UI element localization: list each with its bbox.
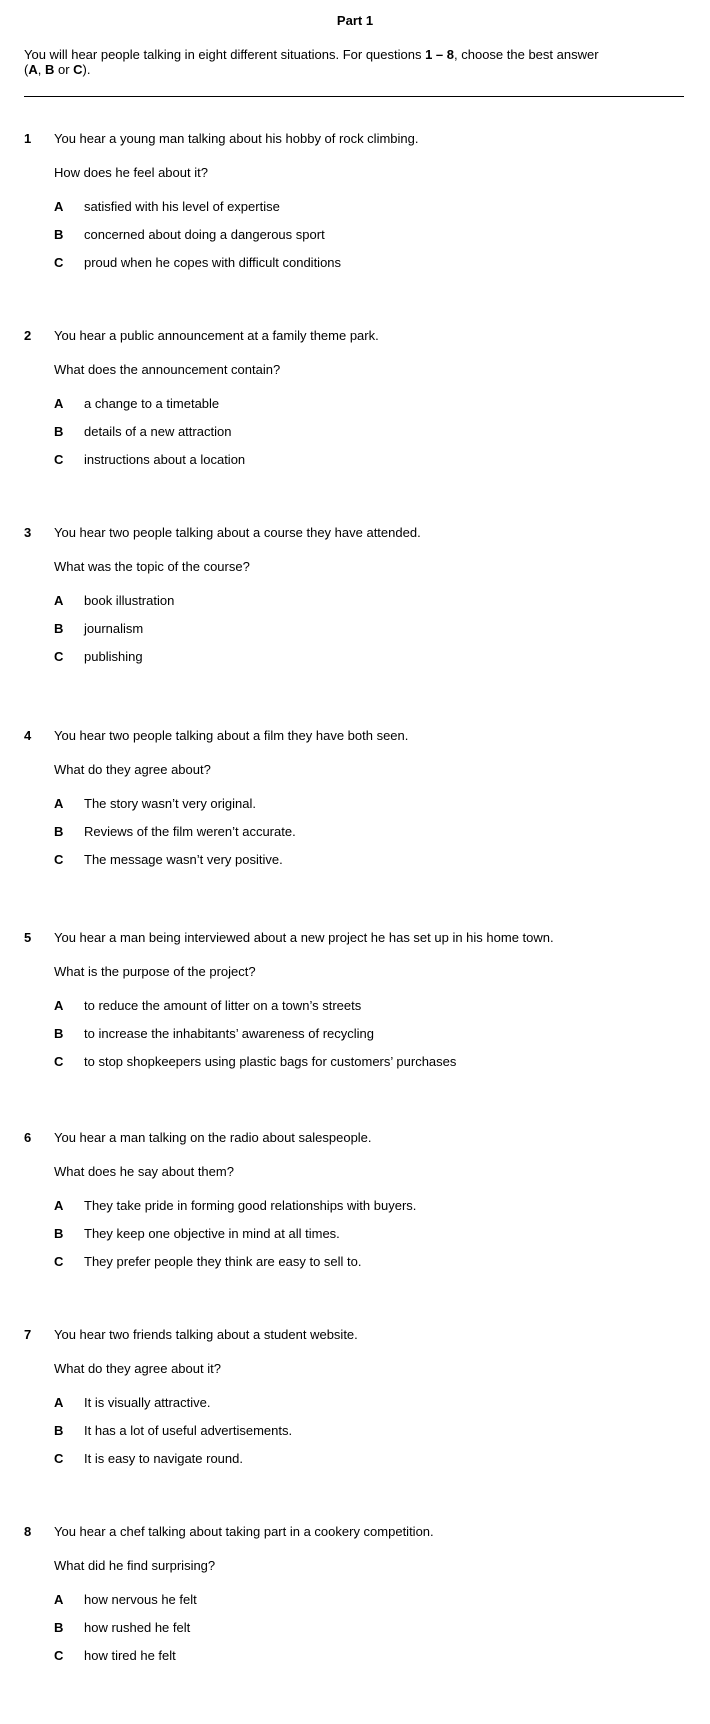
question-context: You hear two people talking about a film they have both seen. — [54, 728, 409, 743]
option-letter: B — [54, 621, 64, 636]
option-c[interactable] — [0, 255, 710, 270]
option-text: how rushed he felt — [84, 1620, 191, 1635]
option-letter: C — [54, 452, 64, 467]
question-number: 6 — [24, 1130, 32, 1145]
option-letter: C — [54, 649, 64, 664]
question-8 — [0, 1524, 710, 1724]
option-letter: B — [54, 824, 64, 839]
option-c[interactable] — [0, 1451, 710, 1466]
instructions: You will hear people talking in eight different situations. For questions 1 – 8, choose the best answer (A, B or C). — [24, 47, 599, 77]
question-prompt: How does he feel about it? — [54, 165, 208, 180]
question-2 — [0, 328, 710, 528]
instructions-sep: , — [37, 62, 45, 77]
question-context: You hear a public announcement at a family theme park. — [54, 328, 379, 343]
question-prompt: What does the announcement contain? — [54, 362, 281, 377]
option-c[interactable] — [0, 1054, 710, 1069]
instructions-letter-c: C — [73, 62, 83, 77]
option-letter: A — [54, 998, 64, 1013]
option-c[interactable] — [0, 852, 710, 867]
option-letter: B — [54, 1026, 64, 1041]
option-letter: A — [54, 1592, 64, 1607]
option-text: concerned about doing a dangerous sport — [84, 227, 325, 242]
option-b[interactable] — [0, 1423, 710, 1438]
question-context: You hear two friends talking about a student website. — [54, 1327, 358, 1342]
option-letter: B — [54, 424, 64, 439]
option-b[interactable] — [0, 227, 710, 242]
question-context: You hear a man being interviewed about a new project he has set up in his home town. — [54, 930, 554, 945]
question-7 — [0, 1327, 710, 1527]
option-text: It has a lot of useful advertisements. — [84, 1423, 293, 1438]
question-prompt: What was the topic of the course? — [54, 559, 250, 574]
question-number: 2 — [24, 328, 32, 343]
question-number: 7 — [24, 1327, 32, 1342]
option-letter: C — [54, 1648, 64, 1663]
option-text: how tired he felt — [84, 1648, 176, 1663]
option-text: publishing — [84, 649, 143, 664]
question-prompt: What does he say about them? — [54, 1164, 234, 1179]
option-letter: A — [54, 796, 64, 811]
option-text: They take pride in forming good relationships with buyers. — [84, 1198, 417, 1213]
question-1 — [0, 131, 710, 331]
option-b[interactable] — [0, 1026, 710, 1041]
option-b[interactable] — [0, 1620, 710, 1635]
question-5 — [0, 930, 710, 1130]
question-context: You hear a young man talking about his hobby of rock climbing. — [54, 131, 419, 146]
option-c[interactable] — [0, 649, 710, 664]
option-text: It is easy to navigate round. — [84, 1451, 243, 1466]
question-context: You hear a chef talking about taking part in a cookery competition. — [54, 1524, 434, 1539]
option-text: to reduce the amount of litter on a town’s streets — [84, 998, 362, 1013]
instructions-letter-a: A — [28, 62, 38, 77]
option-a[interactable] — [0, 1592, 710, 1607]
question-prompt: What did he find surprising? — [54, 1558, 216, 1573]
option-letter: A — [54, 593, 64, 608]
option-b[interactable] — [0, 621, 710, 636]
option-letter: A — [54, 396, 64, 411]
option-b[interactable] — [0, 424, 710, 439]
question-number: 8 — [24, 1524, 32, 1539]
question-number: 5 — [24, 930, 32, 945]
instructions-end: ). — [82, 62, 91, 77]
question-number: 4 — [24, 728, 32, 743]
question-6 — [0, 1130, 710, 1330]
option-a[interactable] — [0, 199, 710, 214]
option-letter: C — [54, 1451, 64, 1466]
option-text: They prefer people they think are easy to sell to. — [84, 1254, 362, 1269]
question-prompt: What do they agree about it? — [54, 1361, 221, 1376]
option-text: The message wasn’t very positive. — [84, 852, 283, 867]
option-text: details of a new attraction — [84, 424, 232, 439]
option-letter: C — [54, 1254, 64, 1269]
option-letter: B — [54, 1620, 64, 1635]
option-letter: B — [54, 1226, 64, 1241]
option-text: They keep one objective in mind at all times. — [84, 1226, 340, 1241]
instructions-range: 1 – 8 — [425, 47, 455, 62]
option-text: book illustration — [84, 593, 175, 608]
option-text: to stop shopkeepers using plastic bags for customers’ purchases — [84, 1054, 457, 1069]
option-letter: C — [54, 255, 64, 270]
part-title: Part 1 — [336, 13, 374, 28]
option-b[interactable] — [0, 824, 710, 839]
question-prompt: What is the purpose of the project? — [54, 964, 256, 979]
option-letter: B — [54, 227, 64, 242]
instructions-text-1: You will hear people talking in eight different situations. For questions — [24, 47, 426, 62]
question-number: 3 — [24, 525, 32, 540]
option-text: journalism — [84, 621, 144, 636]
option-text: instructions about a location — [84, 452, 246, 467]
option-text: It is visually attractive. — [84, 1395, 211, 1410]
option-text: how nervous he felt — [84, 1592, 197, 1607]
option-a[interactable] — [0, 1198, 710, 1213]
option-letter: A — [54, 1198, 64, 1213]
option-c[interactable] — [0, 452, 710, 467]
option-text: proud when he copes with difficult conditions — [84, 255, 342, 270]
question-number: 1 — [24, 131, 32, 146]
instructions-letter-b: B — [44, 62, 55, 77]
option-a[interactable] — [0, 998, 710, 1013]
option-a[interactable] — [0, 796, 710, 811]
option-a[interactable] — [0, 1395, 710, 1410]
option-letter: B — [54, 1423, 64, 1438]
option-text: a change to a timetable — [84, 396, 220, 411]
question-context: You hear two people talking about a course they have attended. — [54, 525, 421, 540]
option-letter: A — [54, 199, 64, 214]
header-divider — [24, 96, 684, 97]
option-a[interactable] — [0, 396, 710, 411]
question-context: You hear a man talking on the radio about salespeople. — [54, 1130, 372, 1145]
option-b[interactable] — [0, 1226, 710, 1241]
option-c[interactable] — [0, 1254, 710, 1269]
instructions-or: or — [54, 62, 74, 77]
instructions-text-2: , choose the best answer — [454, 47, 599, 62]
option-c[interactable] — [0, 1648, 710, 1663]
option-letter: C — [54, 1054, 64, 1069]
question-4 — [0, 728, 710, 928]
option-text: to increase the inhabitants’ awareness of recycling — [84, 1026, 375, 1041]
option-letter: A — [54, 1395, 64, 1410]
option-letter: C — [54, 852, 64, 867]
option-text: The story wasn’t very original. — [84, 796, 256, 811]
question-3 — [0, 525, 710, 725]
option-text: satisfied with his level of expertise — [84, 199, 280, 214]
option-a[interactable] — [0, 593, 710, 608]
option-text: Reviews of the film weren’t accurate. — [84, 824, 296, 839]
question-prompt: What do they agree about? — [54, 762, 211, 777]
